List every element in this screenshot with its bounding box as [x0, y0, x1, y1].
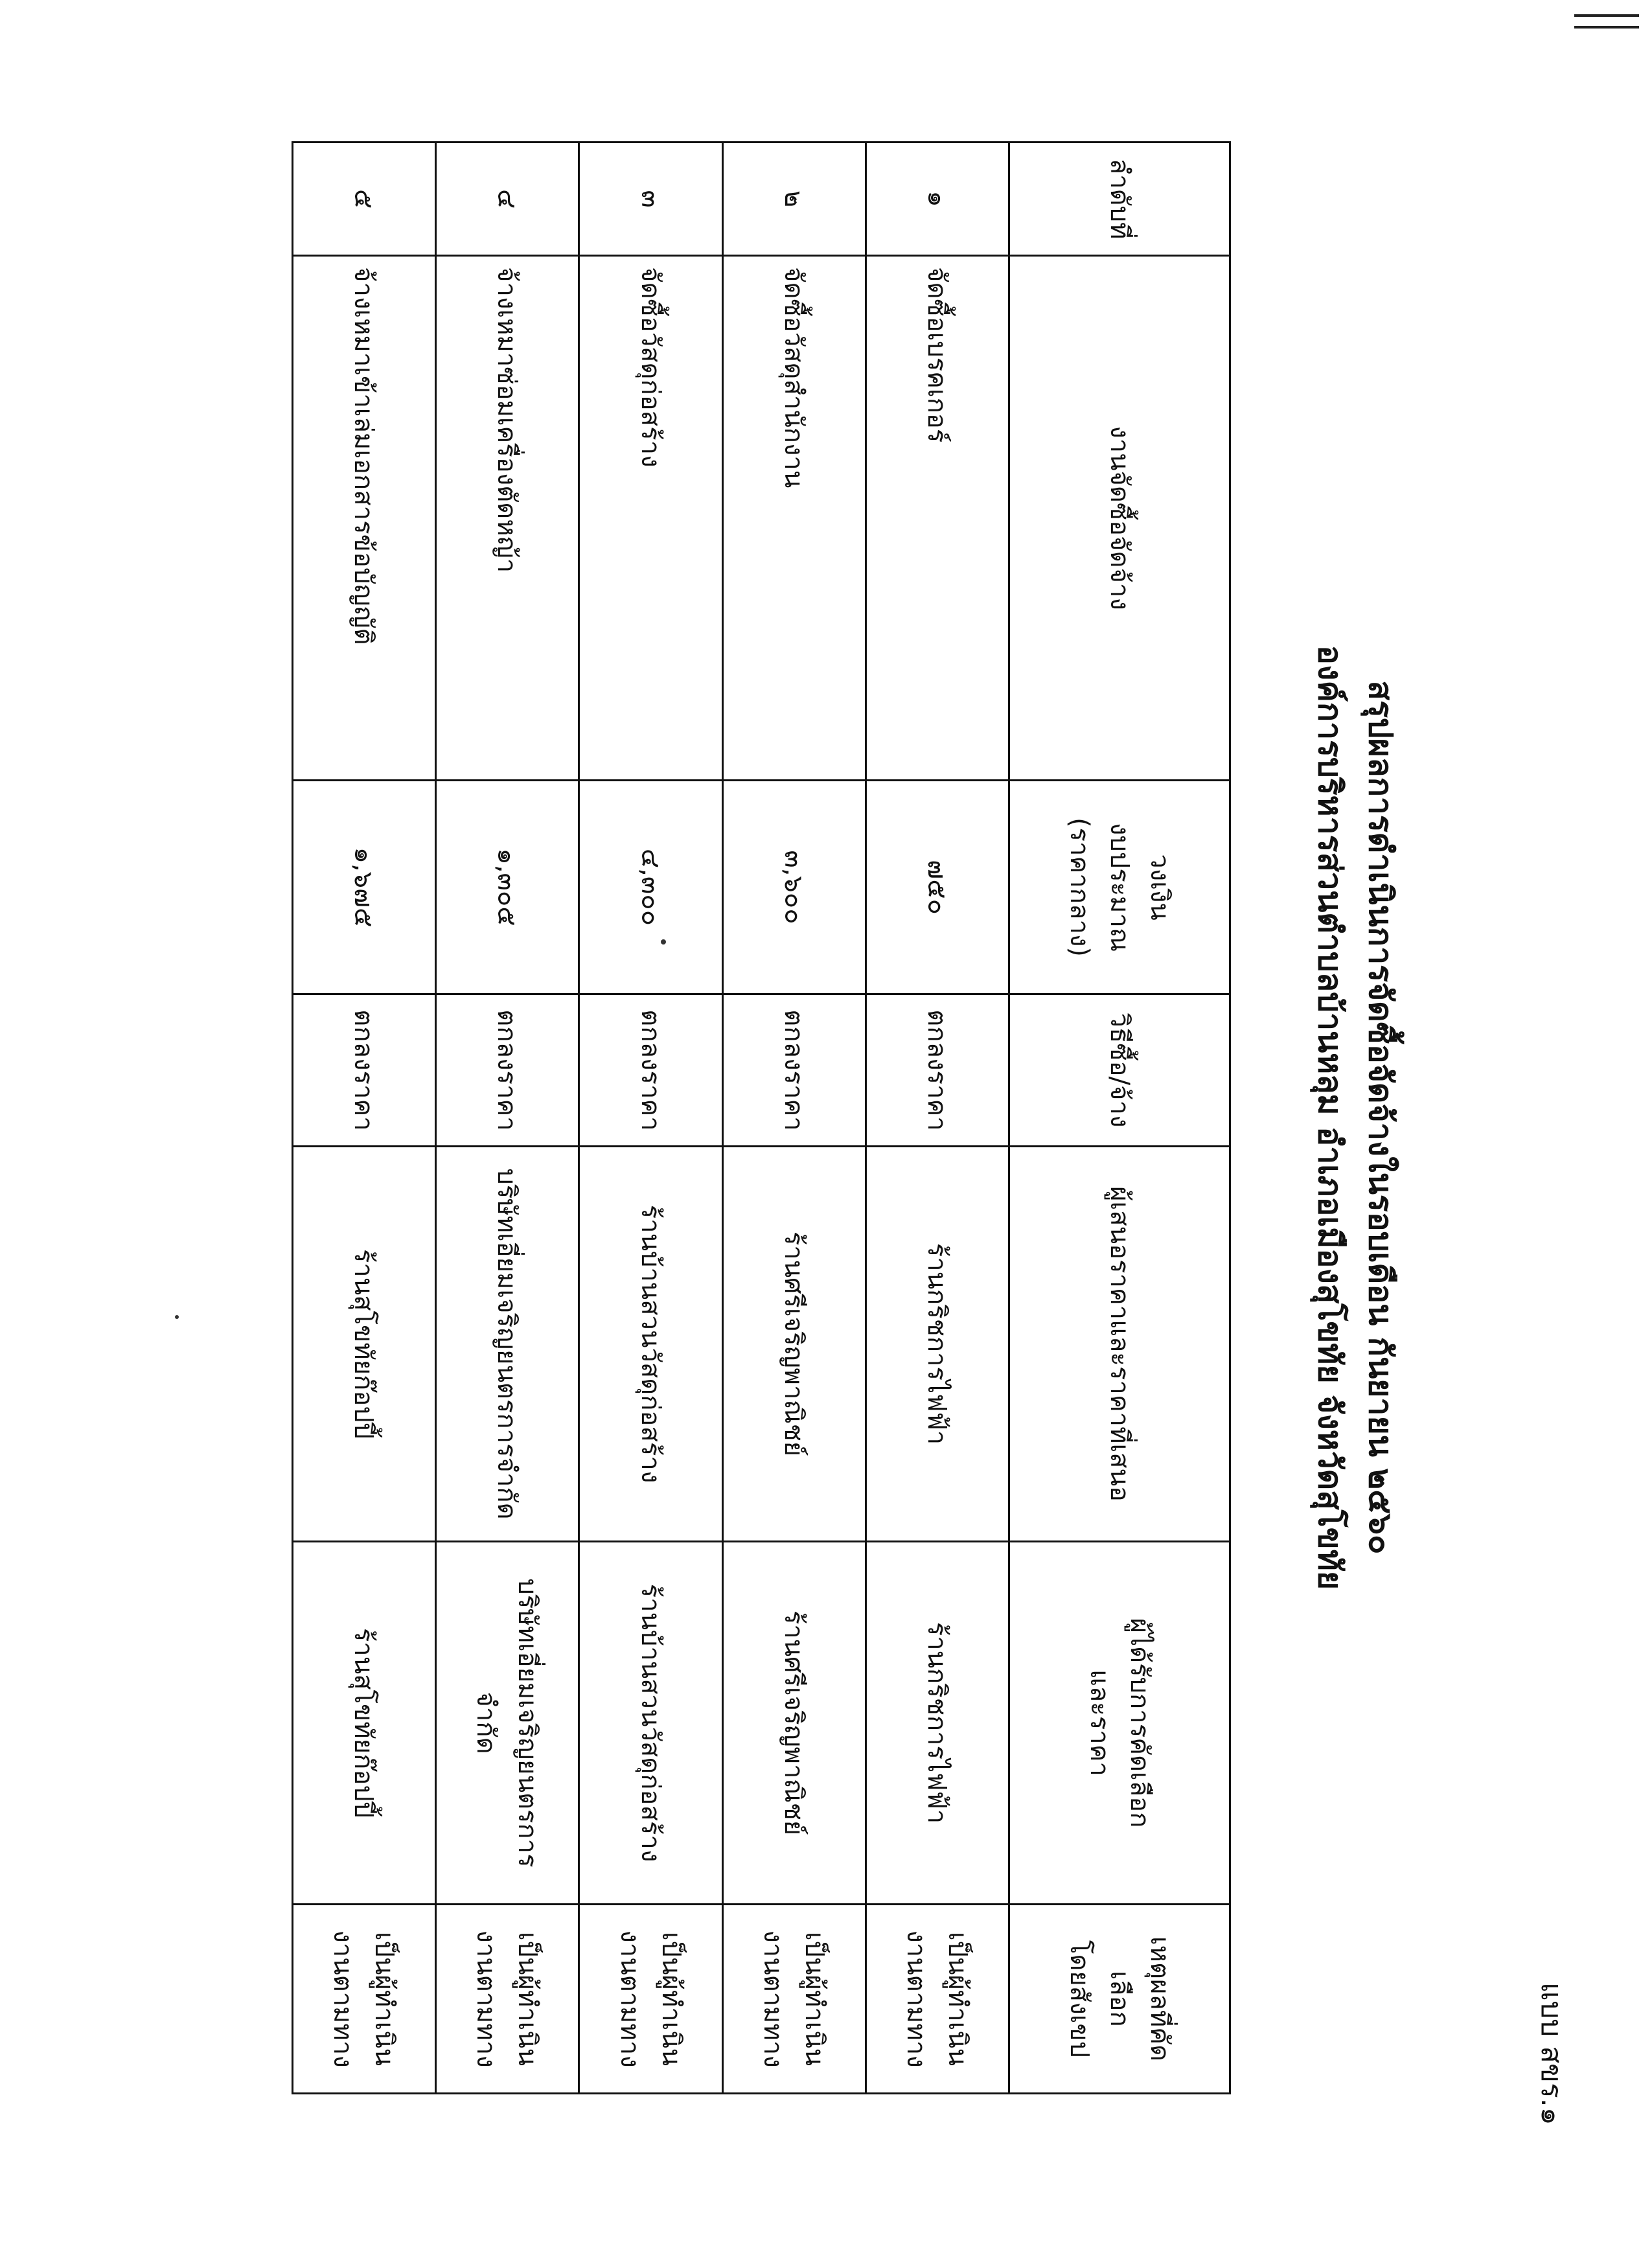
cell-bidder: บริษัทเอี่ยมเจริญยนตรการจำกัด: [436, 1147, 579, 1542]
table-row: [866, 143, 1009, 2094]
cell-winner: บริษัทเอี่ยมเจริญยนตรการจำกัด: [436, 1542, 579, 1905]
cell-work: จ้างเหมาซ่อมเครื่องตัดหญ้า: [436, 256, 579, 781]
cell-budget: ๗๕๐: [866, 781, 1009, 994]
header-winner-line-2: และราคา: [1084, 1669, 1114, 1776]
cell-work: จัดซื้อวัสดุก่อสร้าง: [579, 256, 722, 781]
cell-reason: เป็นผู้ทำเนินงานตามทาง: [436, 1905, 579, 2094]
cell-work: จ้างเหมาเข้าเล่มเอกสารข้อบัญญัติ: [293, 256, 436, 781]
cell-budget: ๑,๓๐๕: [436, 781, 579, 994]
cell-budget: ๓,๖๐๐: [722, 781, 866, 994]
cell-no: ๕: [293, 143, 436, 256]
header-bidders: ผู้เสนอราคาและราคาที่เสนอ: [1009, 1147, 1230, 1542]
cell-work: จัดซื้อวัสดุสำนักงาน: [722, 256, 866, 781]
cell-no: ๔: [436, 143, 579, 256]
header-budget-line-1: วงเงิน: [1145, 854, 1175, 921]
cell-method: ตกลงราคา: [293, 994, 436, 1147]
table-header-row: [1009, 143, 1230, 2094]
title-line-1: สรุปผลการดำเนินการจัดซื้อจัดจ้างในรอบเดือน กันยายน ๒๕๖๐: [1362, 680, 1399, 1555]
cell-method: ตกลงราคา: [722, 994, 866, 1147]
cell-bidder: ร้านบ้านสวนวัสดุก่อสร้าง: [579, 1147, 722, 1542]
header-reason: [1009, 1905, 1230, 2094]
document-title: [1305, 143, 1406, 2092]
header-no: ลำดับที่: [1009, 143, 1230, 256]
cell-work: จัดซื้อเบรคเกอร์: [866, 256, 1009, 781]
header-budget-line-2: งบประมาณ: [1105, 822, 1134, 952]
cell-budget: ๑,๖๗๕: [293, 781, 436, 994]
cell-method: ตกลงราคา: [866, 994, 1009, 1147]
cell-budget: ๔,๓๐๐: [579, 781, 722, 994]
header-winner: [1009, 1542, 1230, 1905]
table-row: [579, 143, 722, 2094]
cell-bidder: ร้านกริชการไฟฟ้า: [866, 1147, 1009, 1542]
cell-no: ๓: [579, 143, 722, 256]
cell-method: ตกลงราคา: [436, 994, 579, 1147]
header-budget: [1009, 781, 1230, 994]
cell-reason: เป็นผู้ทำเนินงานตามทาง: [866, 1905, 1009, 2094]
header-winner-line-1: ผู้ได้รับการคัดเลือก: [1125, 1618, 1154, 1828]
header-work: งานจัดซื้อจัดจ้าง: [1009, 256, 1230, 781]
cell-winner: ร้านศรีเจริญพาณิชย์: [722, 1542, 866, 1905]
cell-reason: เป็นผู้ทำเนินงานตามทาง: [579, 1905, 722, 2094]
cell-bidder: ร้านศรีเจริญพาณิชย์: [722, 1147, 866, 1542]
title-line-2: องค์การบริหารส่วนตำบลบ้านหลุม อำเภอเมืองสุโขทัย จังหวัดสุโขทัย: [1311, 645, 1349, 1590]
cell-winner: ร้านบ้านสวนวัสดุก่อสร้าง: [579, 1542, 722, 1905]
cell-bidder: ร้านสุโขทัยก๊อปปี้: [293, 1147, 436, 1542]
cell-winner: ร้านกริชการไฟฟ้า: [866, 1542, 1009, 1905]
table-row: [293, 143, 436, 2094]
header-method: วิธีซื้อ/จ้าง: [1009, 994, 1230, 1147]
header-reason-line-1: เหตุผลที่คัดเลือก: [1105, 1936, 1175, 2062]
cell-no: ๑: [866, 143, 1009, 256]
cell-reason: เป็นผู้ทำเนินงานตามทาง: [293, 1905, 436, 2094]
header-reason-line-2: โดยสังเขป: [1064, 1940, 1094, 2058]
table-row: [722, 143, 866, 2094]
cell-reason: เป็นผู้ทำเนินงานตามทาง: [722, 1905, 866, 2094]
cell-winner: ร้านสุโขทัยก๊อปปี้: [293, 1542, 436, 1905]
header-budget-line-3: (ราคากลาง): [1064, 817, 1094, 957]
cell-method: ตกลงราคา: [579, 994, 722, 1147]
form-code: แบบ สขร.๑: [1535, 1982, 1568, 2125]
table-row: [436, 143, 579, 2094]
cell-no: ๒: [722, 143, 866, 256]
procurement-table: [292, 141, 1231, 2094]
